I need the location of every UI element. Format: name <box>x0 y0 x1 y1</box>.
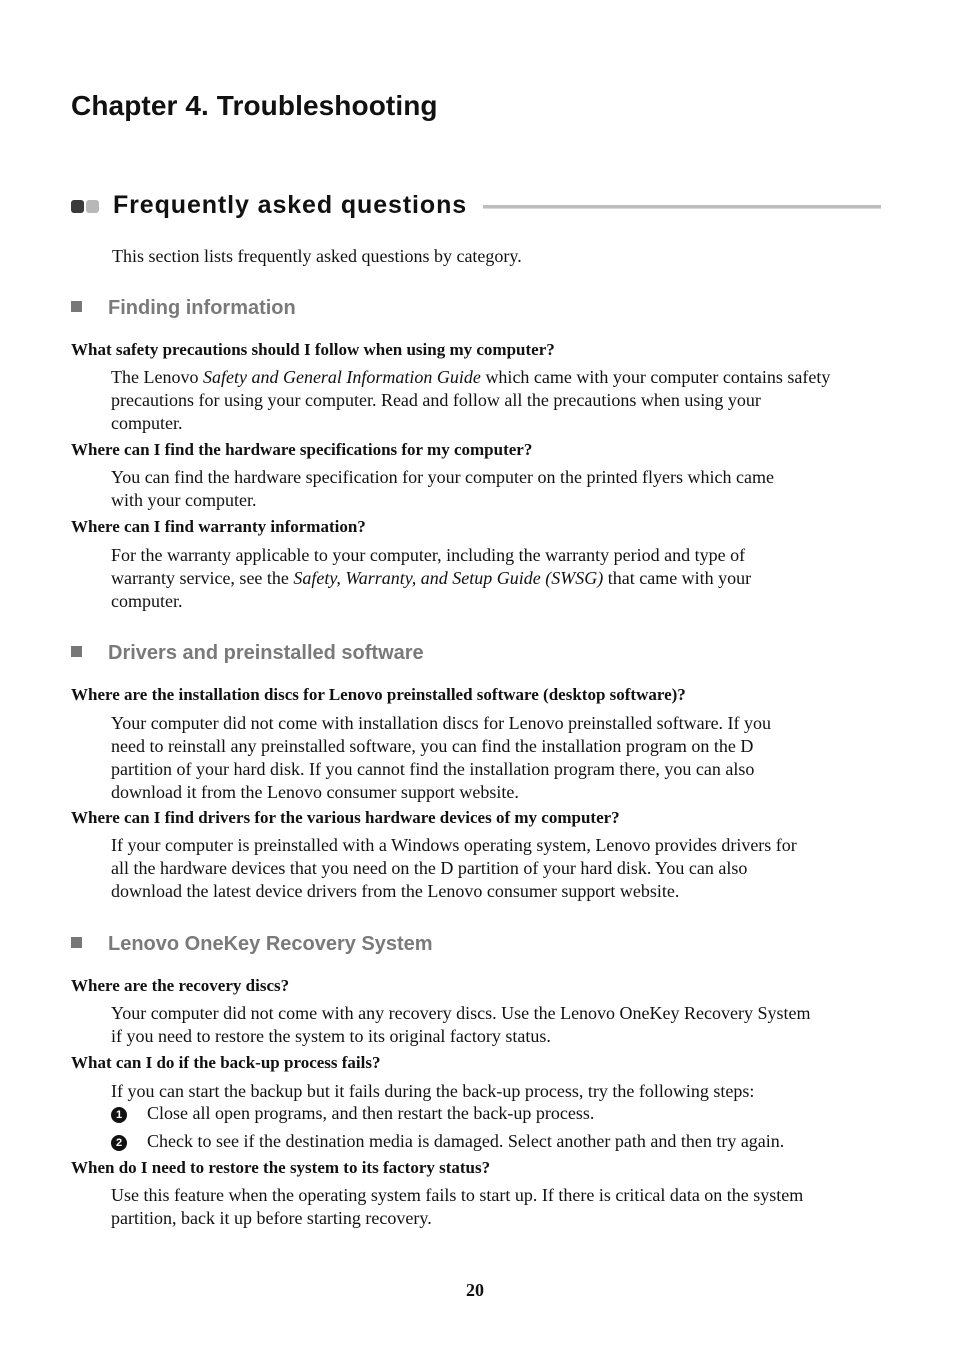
answer-line: You can find the hardware specification for your computer on the printed flyers which came <box>111 467 774 487</box>
dot-dark <box>71 200 84 213</box>
category-title: Lenovo OneKey Recovery System <box>108 933 433 955</box>
answer-line: If you can start the backup but it fails during the back-up process, try the following steps: <box>111 1081 755 1101</box>
faq-question: Where are the installation discs for Lenovo preinstalled software (desktop software)? <box>71 685 686 704</box>
faq-question: Where can I find drivers for the various hardware devices of my computer? <box>71 808 620 827</box>
answer-line: Your computer did not come with installation discs for Lenovo preinstalled software. If you <box>111 713 772 733</box>
answer-line: need to reinstall any preinstalled software, you can find the installation program on the D <box>111 736 754 756</box>
faq-question: Where can I find warranty information? <box>71 517 366 536</box>
section-rule <box>483 205 881 209</box>
faq-question: Where are the recovery discs? <box>71 976 290 995</box>
section-intro: This section lists frequently asked questions by category. <box>112 246 522 266</box>
page-number: 20 <box>466 1280 484 1300</box>
square-bullet-icon <box>71 937 82 948</box>
faq-answer <box>111 544 886 613</box>
faq-answer <box>111 834 886 903</box>
answer-line: computer. <box>111 413 183 433</box>
answer-line: For the warranty applicable to your computer, including the warranty period and type of <box>111 545 746 565</box>
answer-line: with your computer. <box>111 490 257 510</box>
step-item <box>111 1103 594 1124</box>
answer-line: download it from the Lenovo consumer support website. <box>111 782 519 802</box>
category-heading-finding-information <box>71 297 296 320</box>
faq-question: What safety precautions should I follow when using my computer? <box>71 340 555 359</box>
faq-answer <box>111 366 886 435</box>
square-bullet-icon <box>71 646 82 657</box>
faq-answer <box>111 1184 886 1230</box>
faq-question: Where can I find the hardware specifications for my computer? <box>71 440 533 459</box>
category-title: Drivers and preinstalled software <box>108 642 424 664</box>
dot-light <box>86 200 99 213</box>
answer-line: partition of your hard disk. If you cannot find the installation program there, you can also <box>111 759 755 779</box>
chapter-title: Chapter 4. Troubleshooting <box>71 90 438 121</box>
section-dots-icon <box>71 200 101 218</box>
answer-line: if you need to restore the system to its original factory status. <box>111 1026 551 1046</box>
square-bullet-icon <box>71 301 82 312</box>
answer-line: warranty service, see the Safety, Warranty, and Setup Guide (SWSG) that came with your <box>111 568 752 588</box>
answer-line: all the hardware devices that you need on the D partition of your hard disk. You can also <box>111 858 748 878</box>
step-item <box>111 1131 784 1152</box>
faq-answer <box>111 1080 886 1103</box>
answer-line: Use this feature when the operating system fails to start up. If there is critical data on the system <box>111 1185 804 1205</box>
step-text: Check to see if the destination media is damaged. Select another path and then try again. <box>147 1131 785 1151</box>
answer-line: If your computer is preinstalled with a Windows operating system, Lenovo provides drivers for <box>111 835 797 855</box>
step-number-icon: 1 <box>111 1107 127 1123</box>
faq-question: What can I do if the back-up process fails? <box>71 1053 381 1072</box>
section-title: Frequently asked questions <box>113 191 468 219</box>
faq-answer <box>111 1002 886 1048</box>
section-heading <box>71 190 881 226</box>
faq-answer <box>111 712 886 804</box>
answer-line: The Lenovo Safety and General Information Guide which came with your computer contains safety <box>111 367 831 387</box>
category-heading-onekey-recovery <box>71 933 433 956</box>
answer-line: download the latest device drivers from the Lenovo consumer support website. <box>111 881 680 901</box>
category-title: Finding information <box>108 297 296 319</box>
faq-question: When do I need to restore the system to its factory status? <box>71 1158 491 1177</box>
category-heading-drivers <box>71 642 424 665</box>
answer-line: partition, back it up before starting recovery. <box>111 1208 432 1228</box>
answer-line: Your computer did not come with any recovery discs. Use the Lenovo OneKey Recovery System <box>111 1003 811 1023</box>
answer-line: precautions for using your computer. Read and follow all the precautions when using your <box>111 390 761 410</box>
faq-answer <box>111 466 886 512</box>
step-text: Close all open programs, and then restart the back-up process. <box>147 1103 595 1123</box>
step-number-icon: 2 <box>111 1135 127 1151</box>
answer-line: computer. <box>111 591 183 611</box>
